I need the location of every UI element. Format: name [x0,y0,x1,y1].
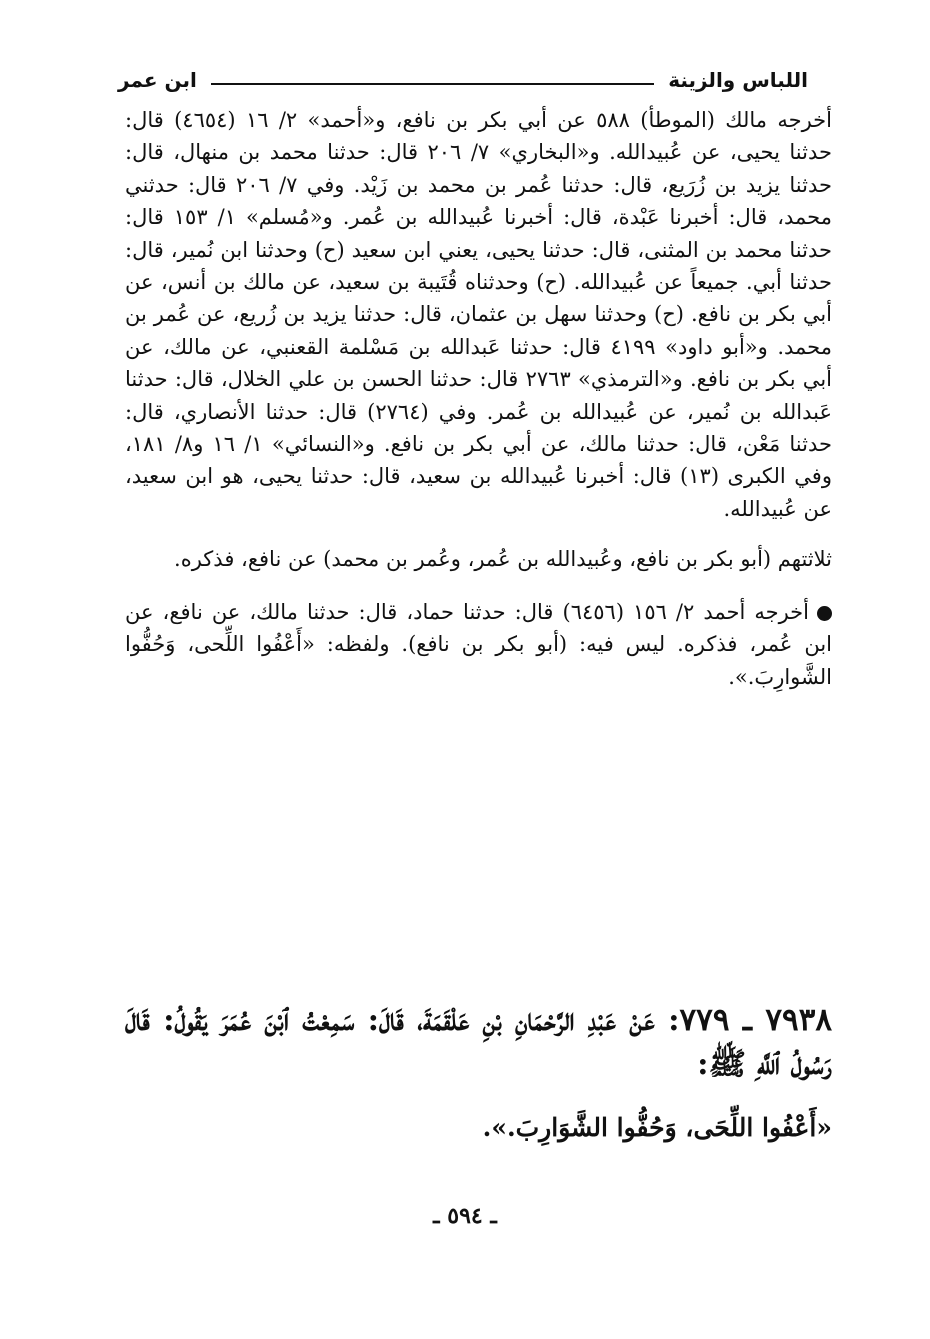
takhrij-paragraph: أخرجه مالك (الموطأ) ٥٨٨ عن أبي بكر بن نافع، و«أحمد» ٢/ ١٦ (٤٦٥٤) قال: حدثنا يحيى، عن عُبيدالله. و«البخاري» ٧/ ٢٠٦ قال: حدثنا محمد بن منهال، قال: حدثنا يزيد بن زُرَيع، قال: حدثنا عُمر بن محمد بن زَيْد. وفي ٧/ ٢٠٦ قال: حدثني محمد، قال: أخبرنا عَبْدة، قال: أخبرنا عُبيدالله بن عُمر. و«مُسلم» ١/ ١٥٣ قال: حدثنا محمد بن المثنى، قال: حدثنا يحيى، يعني ابن سعيد (ح) وحدثنا ابن نُمير، قال: حدثنا أبي. جميعاً عن عُبيدالله. (ح) وحدثناه قُتَيبة بن سعيد، عن مالك بن أنس، عن أبي بكر بن نافع. (ح) وحدثنا سهل بن عثمان، قال: حدثنا يزيد بن زُريع، عن عُمر بن محمد. و«أبو داود» ٤١٩٩ قال: حدثنا عَبدالله بن مَسْلمة القعنبي، عن مالك، عن أبي بكر بن نافع. و«الترمذي» ٢٧٦٣ قال: حدثنا الحسن بن علي الخلال، قال: حدثنا عَبدالله بن نُمير، عن عُبيدالله بن عُمر. وفي (٢٧٦٤) قال: حدثنا الأنصاري، قال: حدثنا مَعْن، قال: حدثنا مالك، عن أبي بكر بن نافع. و«النسائي» ١/ ١٦ و٨/ ١٨١، وفي الكبرى (١٣) قال: أخبرنا عُبيدالله بن سعيد، قال: حدثنا يحيى، هو ابن سعيد، عن عُبيدالله. [125,108,832,521]
page-number: ـ ٥٩٤ ـ [433,1203,497,1229]
commentary-text [125,104,832,693]
variant-paragraph [125,596,832,693]
chapter-title: اللباس والزينة [668,68,808,92]
hadith-heading: ٧٩٣٨ ـ ٧٧٩: عَنْ عَبْدِ الرَّحْمَانِ بْنِ عَلْقَمَةَ، قَالَ: سَمِعْتُ ٱبْنَ عُمَرَ يَقُولُ: قَالَ رَسُولُ ٱللَّهِ ﷺ: [125,1002,833,1082]
variant-text: أخرجه أحمد ٢/ ١٥٦ (٦٤٥٦) قال: حدثنا حماد، قال: حدثنا مالك، عن نافع، عن ابن عُمر، فذكره. ليس فيه: (أبو بكر بن نافع). ولفظه: «أَعْفُوا اللِّحى، وَحُفُّوا الشَّوارِبَ.». [125,599,832,689]
section-title: ابن عمر [118,68,197,92]
header-rule [211,83,654,85]
running-header [118,64,808,96]
bullet-icon [817,606,832,621]
hadith-quote: «أَعْفُوا اللِّحَى، وَحُفُّوا الشَّوَارِبَ.». [482,1113,832,1142]
hadith-entry [125,998,832,1148]
narrators-paragraph: ثلاثتهم (أبو بكر بن نافع، وعُبيدالله بن عُمر، وعُمر بن محمد) عن نافع، فذكره. [174,547,832,572]
